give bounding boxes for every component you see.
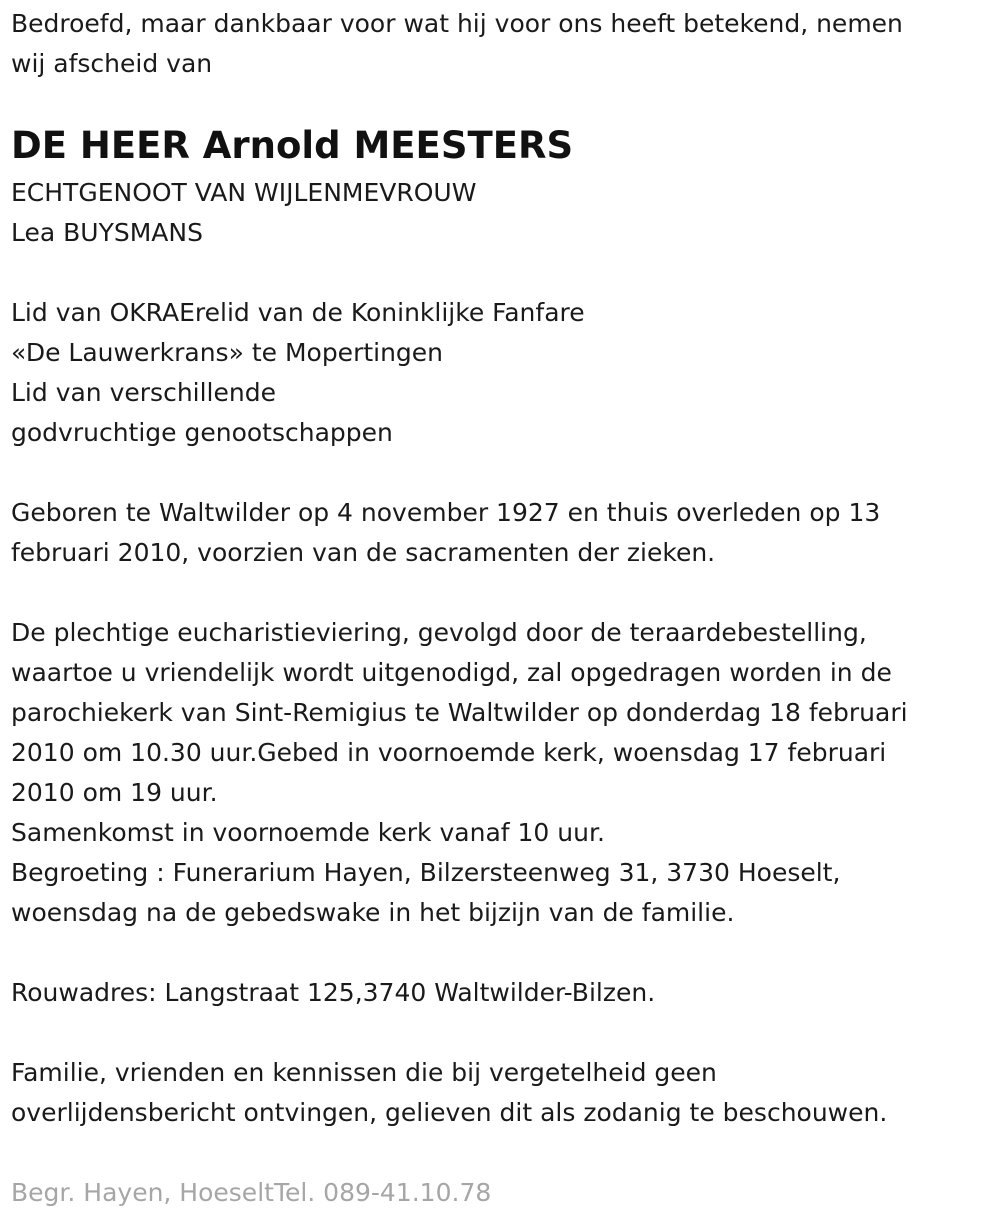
notice-line-2: overlijdensbericht ontvingen, gelieven dit als zodanig te beschouwen. bbox=[11, 1098, 888, 1127]
ceremony-line-7: Begroeting : Funerarium Hayen, Bilzersteenweg 31, 3730 Hoeselt, bbox=[11, 858, 841, 887]
ceremony-line-1: De plechtige eucharistieviering, gevolgd door de teraardebestelling, bbox=[11, 618, 867, 647]
ceremony-line-4: 2010 om 10.30 uur.Gebed in voornoemde kerk, woensdag 17 februari bbox=[11, 738, 887, 767]
intro-line-2: wij afscheid van bbox=[11, 49, 213, 78]
mourning-address-section bbox=[11, 973, 655, 1013]
membership-line-4: godvruchtige genootschappen bbox=[11, 418, 393, 447]
spouse-section bbox=[11, 173, 476, 253]
funeral-home-footer bbox=[11, 1173, 491, 1213]
ceremony-line-5: 2010 om 19 uur. bbox=[11, 778, 218, 807]
birth-death-section bbox=[11, 493, 880, 573]
ceremony-line-8: woensdag na de gebedswake in het bijzijn van de familie. bbox=[11, 898, 735, 927]
footer-text: Begr. Hayen, HoeseltTel. 089-41.10.78 bbox=[11, 1178, 492, 1207]
ceremony-line-3: parochiekerk van Sint-Remigius te Waltwilder op donderdag 18 februari bbox=[11, 698, 908, 727]
membership-line-3: Lid van verschillende bbox=[11, 378, 276, 407]
deceased-name: DE HEER Arnold MEESTERS bbox=[11, 124, 574, 167]
ceremony-line-2: waartoe u vriendelijk wordt uitgenodigd, zal opgedragen worden in de bbox=[11, 658, 892, 687]
notice-line-1: Familie, vrienden en kennissen die bij vergetelheid geen bbox=[11, 1058, 717, 1087]
memberships-section bbox=[11, 293, 585, 453]
spouse-line-1: ECHTGENOOT VAN WIJLENMEVROUW bbox=[11, 178, 477, 207]
birth-death-line-2: februari 2010, voorzien van de sacramenten der zieken. bbox=[11, 538, 716, 567]
intro-paragraph bbox=[11, 4, 903, 84]
ceremony-section bbox=[11, 613, 908, 933]
membership-line-2: «De Lauwerkrans» te Mopertingen bbox=[11, 338, 444, 367]
notice-section bbox=[11, 1053, 887, 1133]
ceremony-line-6: Samenkomst in voornoemde kerk vanaf 10 uur. bbox=[11, 818, 605, 847]
membership-line-1: Lid van OKRAErelid van de Koninklijke Fanfare bbox=[11, 298, 585, 327]
birth-death-line-1: Geboren te Waltwilder op 4 november 1927 en thuis overleden op 13 bbox=[11, 498, 881, 527]
intro-line-1: Bedroefd, maar dankbaar voor wat hij voor ons heeft betekend, nemen bbox=[11, 9, 903, 38]
spouse-line-2: Lea BUYSMANS bbox=[11, 218, 203, 247]
mourning-address: Rouwadres: Langstraat 125,3740 Waltwilder-Bilzen. bbox=[11, 978, 656, 1007]
